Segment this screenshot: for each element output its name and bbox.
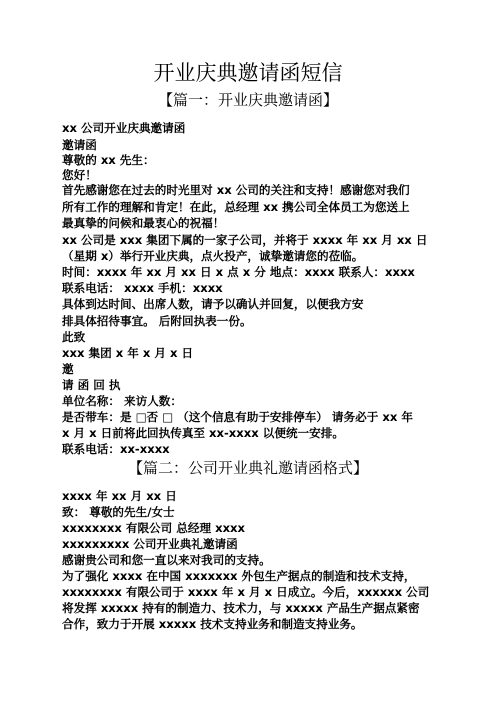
text-line: 尊敬的 xx 先生： — [62, 153, 155, 167]
text-line: 时间：xxxx 年 xx 月 xx 日 x 点 x 分 地点：xxxx 联系人：xxxx — [62, 265, 415, 279]
text-line: 邀请函 — [62, 138, 97, 152]
text-line: xxxxxxxx 有限公司 总经理 xxxx — [62, 521, 246, 535]
text-line: xxx 集团 x 年 x 月 x 日 — [62, 346, 194, 360]
text-line: 所有工作的理解和肯定！在此，总经理 xx 携公司全体员工为您送上 — [62, 200, 410, 214]
text-line: 最真挚的问候和最衷心的祝福！ — [62, 216, 225, 230]
text-line: （星期 x）举行开业庆典，点火投产，诚挚邀请您的莅临。 — [62, 249, 364, 263]
document-title: 开业庆典邀请函短信 — [153, 61, 343, 85]
text-line: 首先感谢您在过去的时光里对 xx 公司的关注和支持！感谢您对我们 — [62, 183, 410, 197]
text-line: 邀 — [62, 362, 74, 376]
text-line: xxxxxxxx 有限公司于 xxxx 年 x 月 x 日成立。今后，xxxxxx 公司 — [62, 585, 430, 599]
text-line: 是否带车：是 □否 □ （这个信息有助于安排停车） 请务必于 xx 年 — [62, 410, 413, 424]
text-line: 致： 尊敬的先生/女士 — [62, 505, 175, 519]
text-line: xxxx 年 xx 月 xx 日 — [62, 489, 177, 503]
section-heading-2: 【篇二：公司开业典礼邀请函格式】 — [127, 459, 368, 477]
text-line: 将发挥 xxxxx 持有的制造力、技术力，与 xxxxx 产品生产据点紧密 — [62, 601, 420, 615]
text-line: 联系电话： xxxx 手机：xxxx — [62, 281, 223, 295]
text-line: 具体到达时间、出席人数，请予以确认并回复，以便我方安 — [62, 297, 364, 311]
text-line: 此致 — [62, 330, 86, 344]
text-line: 为了强化 xxxx 在中国 xxxxxxx 外包生产据点的制造和技术支持， — [62, 569, 416, 583]
text-line: xx 公司是 xxx 集团下属的一家子公司，并将于 xxxx 年 xx 月 xx 日 — [62, 233, 428, 247]
text-line: 您好！ — [62, 168, 97, 182]
text-line: 排具体招待事宜。 后附回执表一份。 — [62, 314, 252, 328]
text-line: xx 公司开业庆典邀请函 — [62, 121, 186, 135]
section-heading-1: 【篇一：开业庆典邀请函】 — [157, 91, 338, 109]
text-line: 请 函 回 执 — [62, 378, 121, 392]
text-line: 联系电话：xx-xxxx — [62, 442, 170, 456]
text-line: x 月 x 日前将此回执传真至 xx-xxxx 以便统一安排。 — [62, 426, 344, 440]
text-line: 单位名称： 来访人数： — [62, 394, 182, 408]
text-line: 感谢贵公司和您一直以来对我司的支持。 — [62, 553, 271, 567]
text-line: 合作，致力于开展 xxxxx 技术支持业务和制造支持业务。 — [62, 617, 363, 631]
text-line: xxxxxxxxx 公司开业典礼邀请函 — [62, 537, 238, 551]
